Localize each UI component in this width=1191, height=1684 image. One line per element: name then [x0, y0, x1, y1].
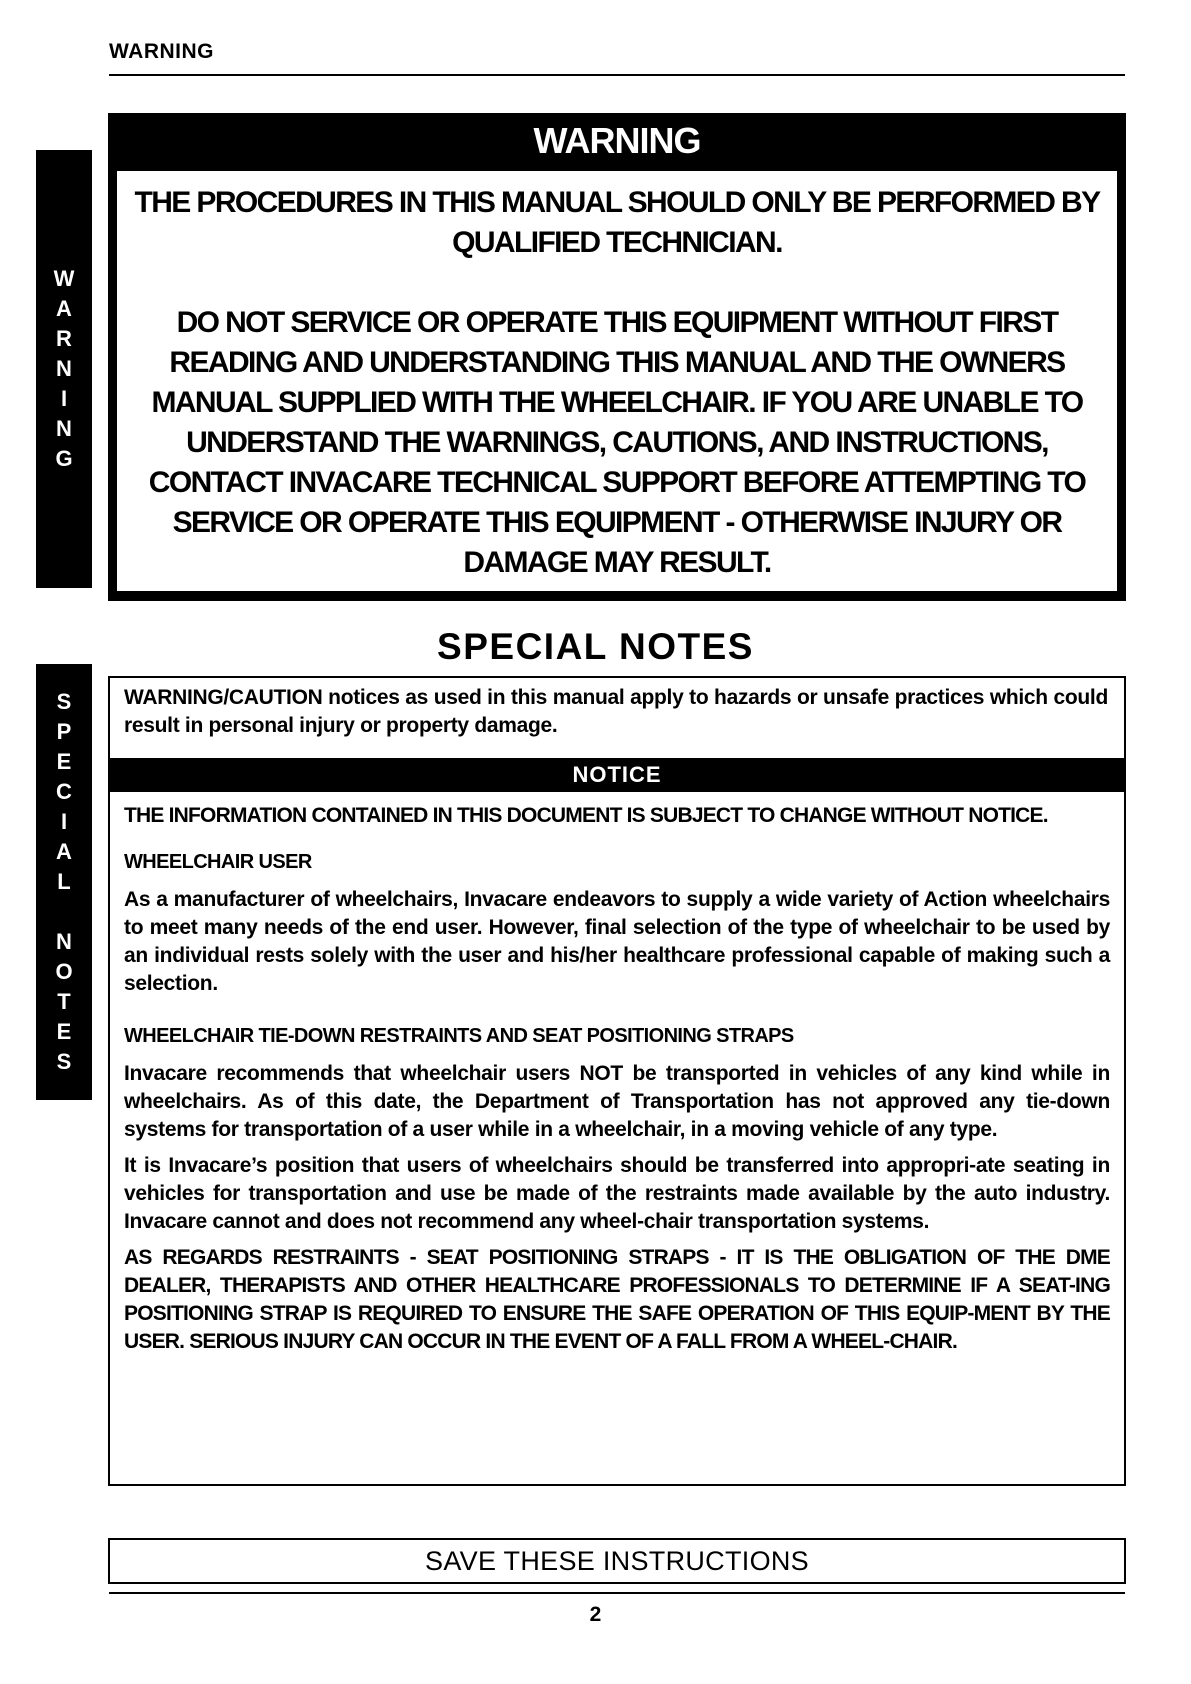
side-tab-letter: O	[55, 959, 73, 984]
restraints-paragraph: Invacare recommends that wheelchair users NOT be transported in vehicles of any kind while in wheelchairs. As of this date, the Department of Transportation has not approved any tie-down systems for transportation of a user while in a wheelchair, in a moving vehicle of any type.	[124, 1062, 1110, 1141]
side-tab-letter: R	[56, 326, 72, 351]
warning-box	[108, 113, 1126, 601]
save-instructions-box: SAVE THESE INSTRUCTIONS	[108, 1538, 1126, 1584]
footer-divider	[109, 1592, 1125, 1594]
side-tab-special-notes	[36, 664, 92, 1100]
warning-paragraph-qualified: THE PROCEDURES IN THIS MANUAL SHOULD ONLY BE PERFORMED BY QUALIFIED TECHNICIAN.	[134, 186, 1100, 259]
side-tab-letter: A	[56, 839, 72, 864]
header-divider	[109, 74, 1125, 76]
side-tab-letter: T	[57, 989, 71, 1014]
side-tab-letter: N	[56, 416, 72, 441]
wheelchair-user-heading: WHEELCHAIR USER	[124, 851, 312, 873]
running-header: WARNING	[109, 40, 214, 63]
side-tab-warning	[36, 150, 92, 588]
side-tab-letter: A	[56, 296, 72, 321]
special-notes-box	[108, 676, 1126, 1486]
side-tab-letter: S	[56, 1049, 72, 1074]
side-tab-letter: I	[60, 386, 68, 411]
warning-content	[117, 171, 1117, 591]
special-notes-title: SPECIAL NOTES	[437, 626, 754, 667]
wheelchair-user-text: As a manufacturer of wheelchairs, Invacare endeavors to supply a wide variety of Action wheelchairs to meet many needs of the end user. However, final selection of the type of wheelchair to be used by an individual rests solely with the user and his/her healthcare professional capable of making such a selection.	[124, 888, 1110, 995]
side-tab-letter: P	[56, 719, 72, 744]
side-tab-letter: W	[53, 266, 75, 291]
warning-paragraph-service: DO NOT SERVICE OR OPERATE THIS EQUIPMENT WITHOUT FIRST READING AND UNDERSTANDING THIS MANUAL AND THE OWNERS MANUAL SUPPLIED WITH THE WHEELCHAIR. IF YOU ARE UNABLE TO UNDERSTAND THE WARNINGS, CAUTIONS, AND INSTRUCTIONS, CONTACT INVACARE TECHNICAL SUPPORT BEFORE ATTEMPTING TO SERVICE OR OPERATE THIS EQUIPMENT - OTHERWISE INJURY OR DAMAGE MAY RESULT.	[148, 306, 1086, 579]
special-notes-body	[124, 802, 1110, 1356]
side-tab-letter: N	[56, 929, 72, 954]
restraints-paragraph: It is Invacare’s position that users of wheelchairs should be transferred into appropri-ate seating in vehicles for transportation and use be made of the restraints made available by the auto industry. Invacare cannot and does not recommend any wheel-chair transportation systems.	[124, 1154, 1110, 1233]
notice-bar: NOTICE	[110, 758, 1124, 792]
special-notes-intro: WARNING/CAUTION notices as used in this manual apply to hazards or unsafe practices which could result in personal injury or property damage.	[124, 686, 1108, 737]
side-tab-letter: E	[56, 749, 72, 774]
page-number: 2	[589, 1603, 602, 1626]
restraints-heading: WHEELCHAIR TIE-DOWN RESTRAINTS AND SEAT POSITIONING STRAPS	[124, 1025, 794, 1047]
side-tab-letter: G	[55, 446, 73, 471]
side-tab-letter: N	[56, 356, 72, 381]
side-tab-letter: L	[57, 869, 71, 894]
side-tab-letter: E	[56, 1019, 72, 1044]
warning-title: WARNING	[533, 120, 701, 161]
restraints-paragraph: AS REGARDS RESTRAINTS - SEAT POSITIONING STRAPS - IT IS THE OBLIGATION OF THE DME DEALER, THERAPISTS AND OTHER HEALTHCARE PROFESSIONALS TO DETERMINE IF A SEAT-ING POSITIONING STRAP IS REQUIRED TO ENSURE THE SAFE OPERATION OF THIS EQUIP-MENT BY THE USER. SERIOUS INJURY CAN OCCUR IN THE EVENT OF A FALL FROM A WHEEL-CHAIR.	[124, 1246, 1110, 1353]
side-tab-letter: I	[60, 809, 68, 834]
side-tab-letter: C	[56, 779, 72, 804]
notice-text: THE INFORMATION CONTAINED IN THIS DOCUMENT IS SUBJECT TO CHANGE WITHOUT NOTICE.	[124, 804, 1048, 827]
side-tab-letter: S	[56, 689, 72, 714]
